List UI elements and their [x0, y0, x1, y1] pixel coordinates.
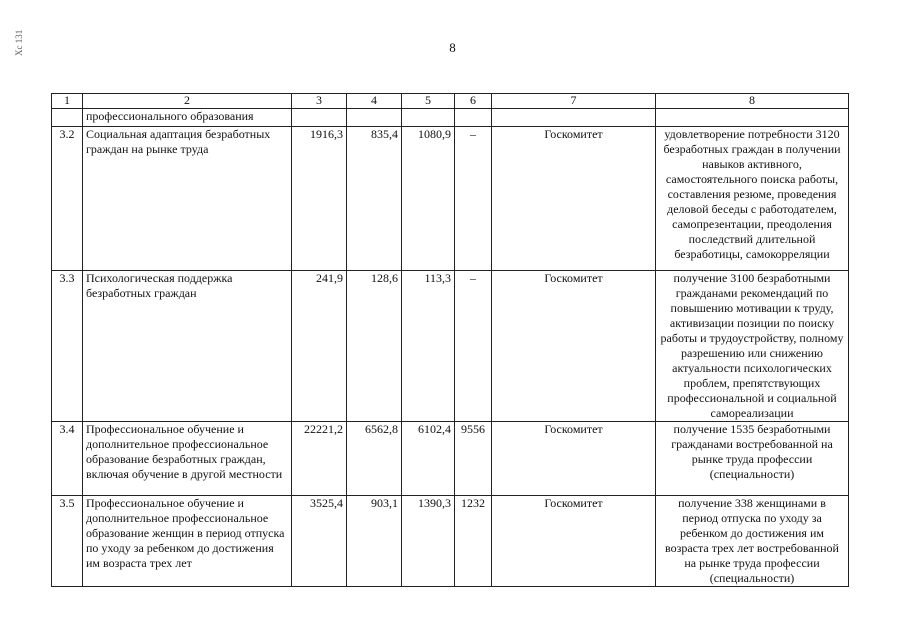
executor: Госкомитет — [492, 271, 656, 422]
table-row — [52, 271, 849, 422]
expected-result: удовлетворение потребности 3120 безработных граждан в получении навыков активного, самостоятельного поиска работы, составления резюме, проведения деловой беседы с работодателем, самопрезентации, преодоления последствий длительной безработицы, самокорреляции — [656, 127, 849, 271]
column-header: 5 — [402, 94, 455, 109]
funding-col-6: – — [455, 271, 492, 422]
funding-col-6: 1232 — [455, 496, 492, 587]
funding-col-5: 1390,3 — [402, 496, 455, 587]
funding-col-5: 113,3 — [402, 271, 455, 422]
measure-name: Профессиональное обучение и дополнительное профессиональное образование безработных граждан, включая обучение в другой местности — [83, 422, 292, 496]
measure-name: Психологическая поддержка безработных граждан — [83, 271, 292, 422]
continuation-row — [52, 109, 849, 127]
column-header: 2 — [83, 94, 292, 109]
funding-col-4: 903,1 — [347, 496, 402, 587]
table-row — [52, 496, 849, 587]
executor: Госкомитет — [492, 496, 656, 587]
funding-col-6: – — [455, 127, 492, 271]
measure-name: Профессиональное обучение и дополнительное профессиональное образование женщин в период отпуска по уходу за ребенком до достижения им возраста трех лет — [83, 496, 292, 587]
funding-col-4: 128,6 — [347, 271, 402, 422]
expected-result: получение 338 женщинами в период отпуска по уходу за ребенком до достижения им возраста трех лет востребованной на рынке труда профессии (специальности) — [656, 496, 849, 587]
row-number: 3.5 — [52, 496, 83, 587]
executor: Госкомитет — [492, 422, 656, 496]
column-header: 3 — [292, 94, 347, 109]
program-measures-table — [51, 93, 849, 587]
column-header: 4 — [347, 94, 402, 109]
funding-col-5: 1080,9 — [402, 127, 455, 271]
table-row — [52, 127, 849, 271]
column-header: 6 — [455, 94, 492, 109]
row-number: 3.2 — [52, 127, 83, 271]
measure-name: Социальная адаптация безработных граждан на рынке труда — [83, 127, 292, 271]
page-number: 8 — [449, 40, 456, 55]
row-number: 3.4 — [52, 422, 83, 496]
column-header: 1 — [52, 94, 83, 109]
continuation-text: профессионального образования — [83, 109, 292, 127]
margin-registration-mark: Xc 131 — [14, 29, 24, 56]
funding-total: 241,9 — [292, 271, 347, 422]
funding-col-4: 6562,8 — [347, 422, 402, 496]
expected-result: получение 1535 безработными гражданами востребованной на рынке труда профессии (специальности) — [656, 422, 849, 496]
expected-result: получение 3100 безработными гражданами рекомендаций по повышению мотивации к труду, активизации позиции по поиску работы и трудоустройству, полному разрешению или снижению актуальности психологических проблем, препятствующих профессиональной и социальной самореализации — [656, 271, 849, 422]
funding-col-4: 835,4 — [347, 127, 402, 271]
funding-total: 1916,3 — [292, 127, 347, 271]
funding-col-6: 9556 — [455, 422, 492, 496]
table-row — [52, 422, 849, 496]
funding-total: 3525,4 — [292, 496, 347, 587]
column-number-header-row — [52, 94, 849, 109]
funding-total: 22221,2 — [292, 422, 347, 496]
row-number: 3.3 — [52, 271, 83, 422]
executor: Госкомитет — [492, 127, 656, 271]
column-header: 8 — [656, 94, 849, 109]
funding-col-5: 6102,4 — [402, 422, 455, 496]
column-header: 7 — [492, 94, 656, 109]
